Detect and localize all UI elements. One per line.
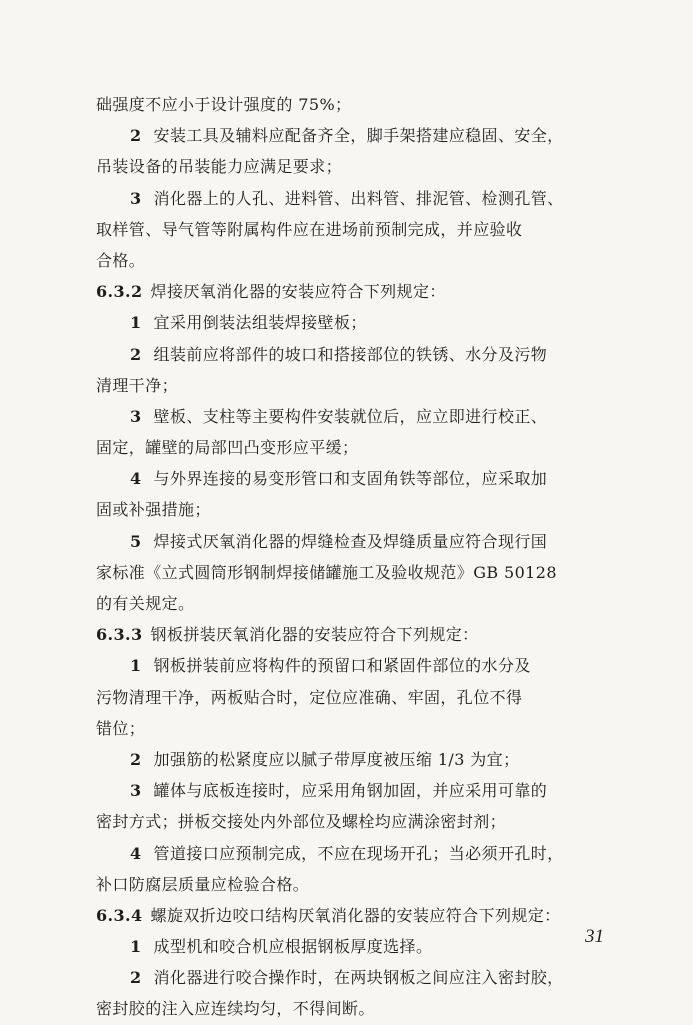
text-line (96, 89, 614, 120)
text-line (96, 557, 614, 588)
section-number: 6.3.2 (96, 282, 143, 302)
line-text: 取样管、导气管等附属构件应在进场前预制完成，并应验收 (96, 219, 523, 239)
line-text: 壁板、支柱等主要构件安装就位后，应立即进行校正、 (153, 406, 548, 426)
text-line (96, 838, 614, 869)
text-line (96, 619, 614, 650)
item-number: 2 (130, 126, 142, 146)
text-line (96, 962, 614, 993)
line-text: 密封方式；拼板交接处内外部位及螺栓均应满涂密封剂； (96, 812, 507, 832)
line-text: 加强筋的松紧度应以腻子带厚度被压缩 1/3 为宜； (153, 749, 520, 769)
text-line (96, 993, 614, 1024)
text-line (96, 806, 614, 837)
line-text: 消化器进行咬合操作时，在两块钢板之间应注入密封胶， (153, 968, 564, 988)
text-line (96, 744, 614, 775)
item-number: 2 (130, 344, 142, 364)
line-text: 消化器上的人孔、进料管、出料管、排泥管、检测孔管、 (153, 188, 564, 208)
text-line (96, 682, 614, 713)
text-line (96, 120, 614, 151)
line-text: 螺旋双折边咬口结构厌氧消化器的安装应符合下列规定： (150, 905, 561, 925)
line-text: 钢板拼装前应将构件的预留口和紧固件部位的水分及 (153, 656, 531, 676)
line-text: 安装工具及辅料应配备齐全，脚手架搭建应稳固、安全， (153, 126, 564, 146)
text-line (96, 307, 614, 338)
text-line (96, 463, 614, 494)
text-line (96, 775, 614, 806)
text-line (96, 900, 614, 931)
line-text: 成型机和咬合机应根据钢板厚度选择。 (153, 937, 433, 957)
text-line (96, 370, 614, 401)
item-number: 4 (130, 469, 142, 489)
line-text: 家标准《立式圆筒形钢制焊接储罐施工及验收规范》GB 50128 (96, 562, 557, 582)
text-line (96, 713, 614, 744)
section-number: 6.3.4 (96, 905, 143, 925)
item-number: 1 (130, 656, 142, 676)
line-text: 钢板拼装厌氧消化器的安装应符合下列规定： (150, 625, 479, 645)
text-line (96, 494, 614, 525)
line-text: 的有关规定。 (96, 594, 195, 613)
line-text: 焊接厌氧消化器的安装应符合下列规定： (150, 282, 446, 302)
line-text: 与外界连接的易变形管口和支固角铁等部位，应采取加 (153, 469, 548, 489)
text-line (96, 276, 614, 307)
text-line (96, 183, 614, 214)
text-line (96, 869, 614, 900)
page-number: 31 (585, 926, 604, 947)
item-number: 3 (130, 406, 142, 426)
text-line (96, 151, 614, 182)
text-line (96, 588, 614, 619)
line-text: 管道接口应预制完成，不应在现场开孔；当必须开孔时， (153, 843, 564, 863)
item-number: 3 (130, 188, 142, 208)
item-number: 3 (130, 781, 142, 801)
item-number: 2 (130, 749, 142, 769)
line-text: 补口防腐层质量应检验合格。 (96, 874, 310, 894)
text-line (96, 339, 614, 370)
line-text: 合格。 (96, 250, 146, 270)
item-number: 1 (130, 313, 142, 333)
line-text: 宜采用倒装法组装焊接壁板； (153, 313, 367, 333)
text-line (96, 401, 614, 432)
body-text (96, 89, 614, 1025)
text-line (96, 432, 614, 463)
line-text: 焊接式厌氧消化器的焊缝检查及焊缝质量应符合现行国 (153, 531, 548, 551)
line-text: 清理干净； (96, 375, 179, 395)
text-line (96, 214, 614, 245)
line-text: 础强度不应小于设计强度的 75%； (96, 95, 352, 114)
line-text: 吊装设备的吊装能力应满足要求； (96, 157, 343, 177)
text-line (96, 650, 614, 681)
item-number: 5 (130, 531, 142, 551)
item-number: 1 (130, 937, 142, 957)
line-text: 组装前应将部件的坡口和搭接部位的铁锈、水分及污物 (153, 344, 548, 364)
section-number: 6.3.3 (96, 625, 143, 645)
item-number: 2 (130, 968, 142, 988)
line-text: 固或补强措施； (96, 500, 211, 520)
line-text: 错位； (96, 718, 146, 738)
line-text: 密封胶的注入应连续均匀，不得间断。 (96, 999, 375, 1019)
line-text: 固定，罐壁的局部凹凸变形应平缓； (96, 438, 359, 458)
text-line (96, 245, 614, 276)
item-number: 4 (130, 843, 142, 863)
line-text: 污物清理干净，两板贴合时，定位应准确、牢固，孔位不得 (96, 687, 523, 707)
line-text: 罐体与底板连接时，应采用角钢加固，并应采用可靠的 (153, 781, 548, 801)
text-line (96, 931, 614, 962)
text-line (96, 526, 614, 557)
